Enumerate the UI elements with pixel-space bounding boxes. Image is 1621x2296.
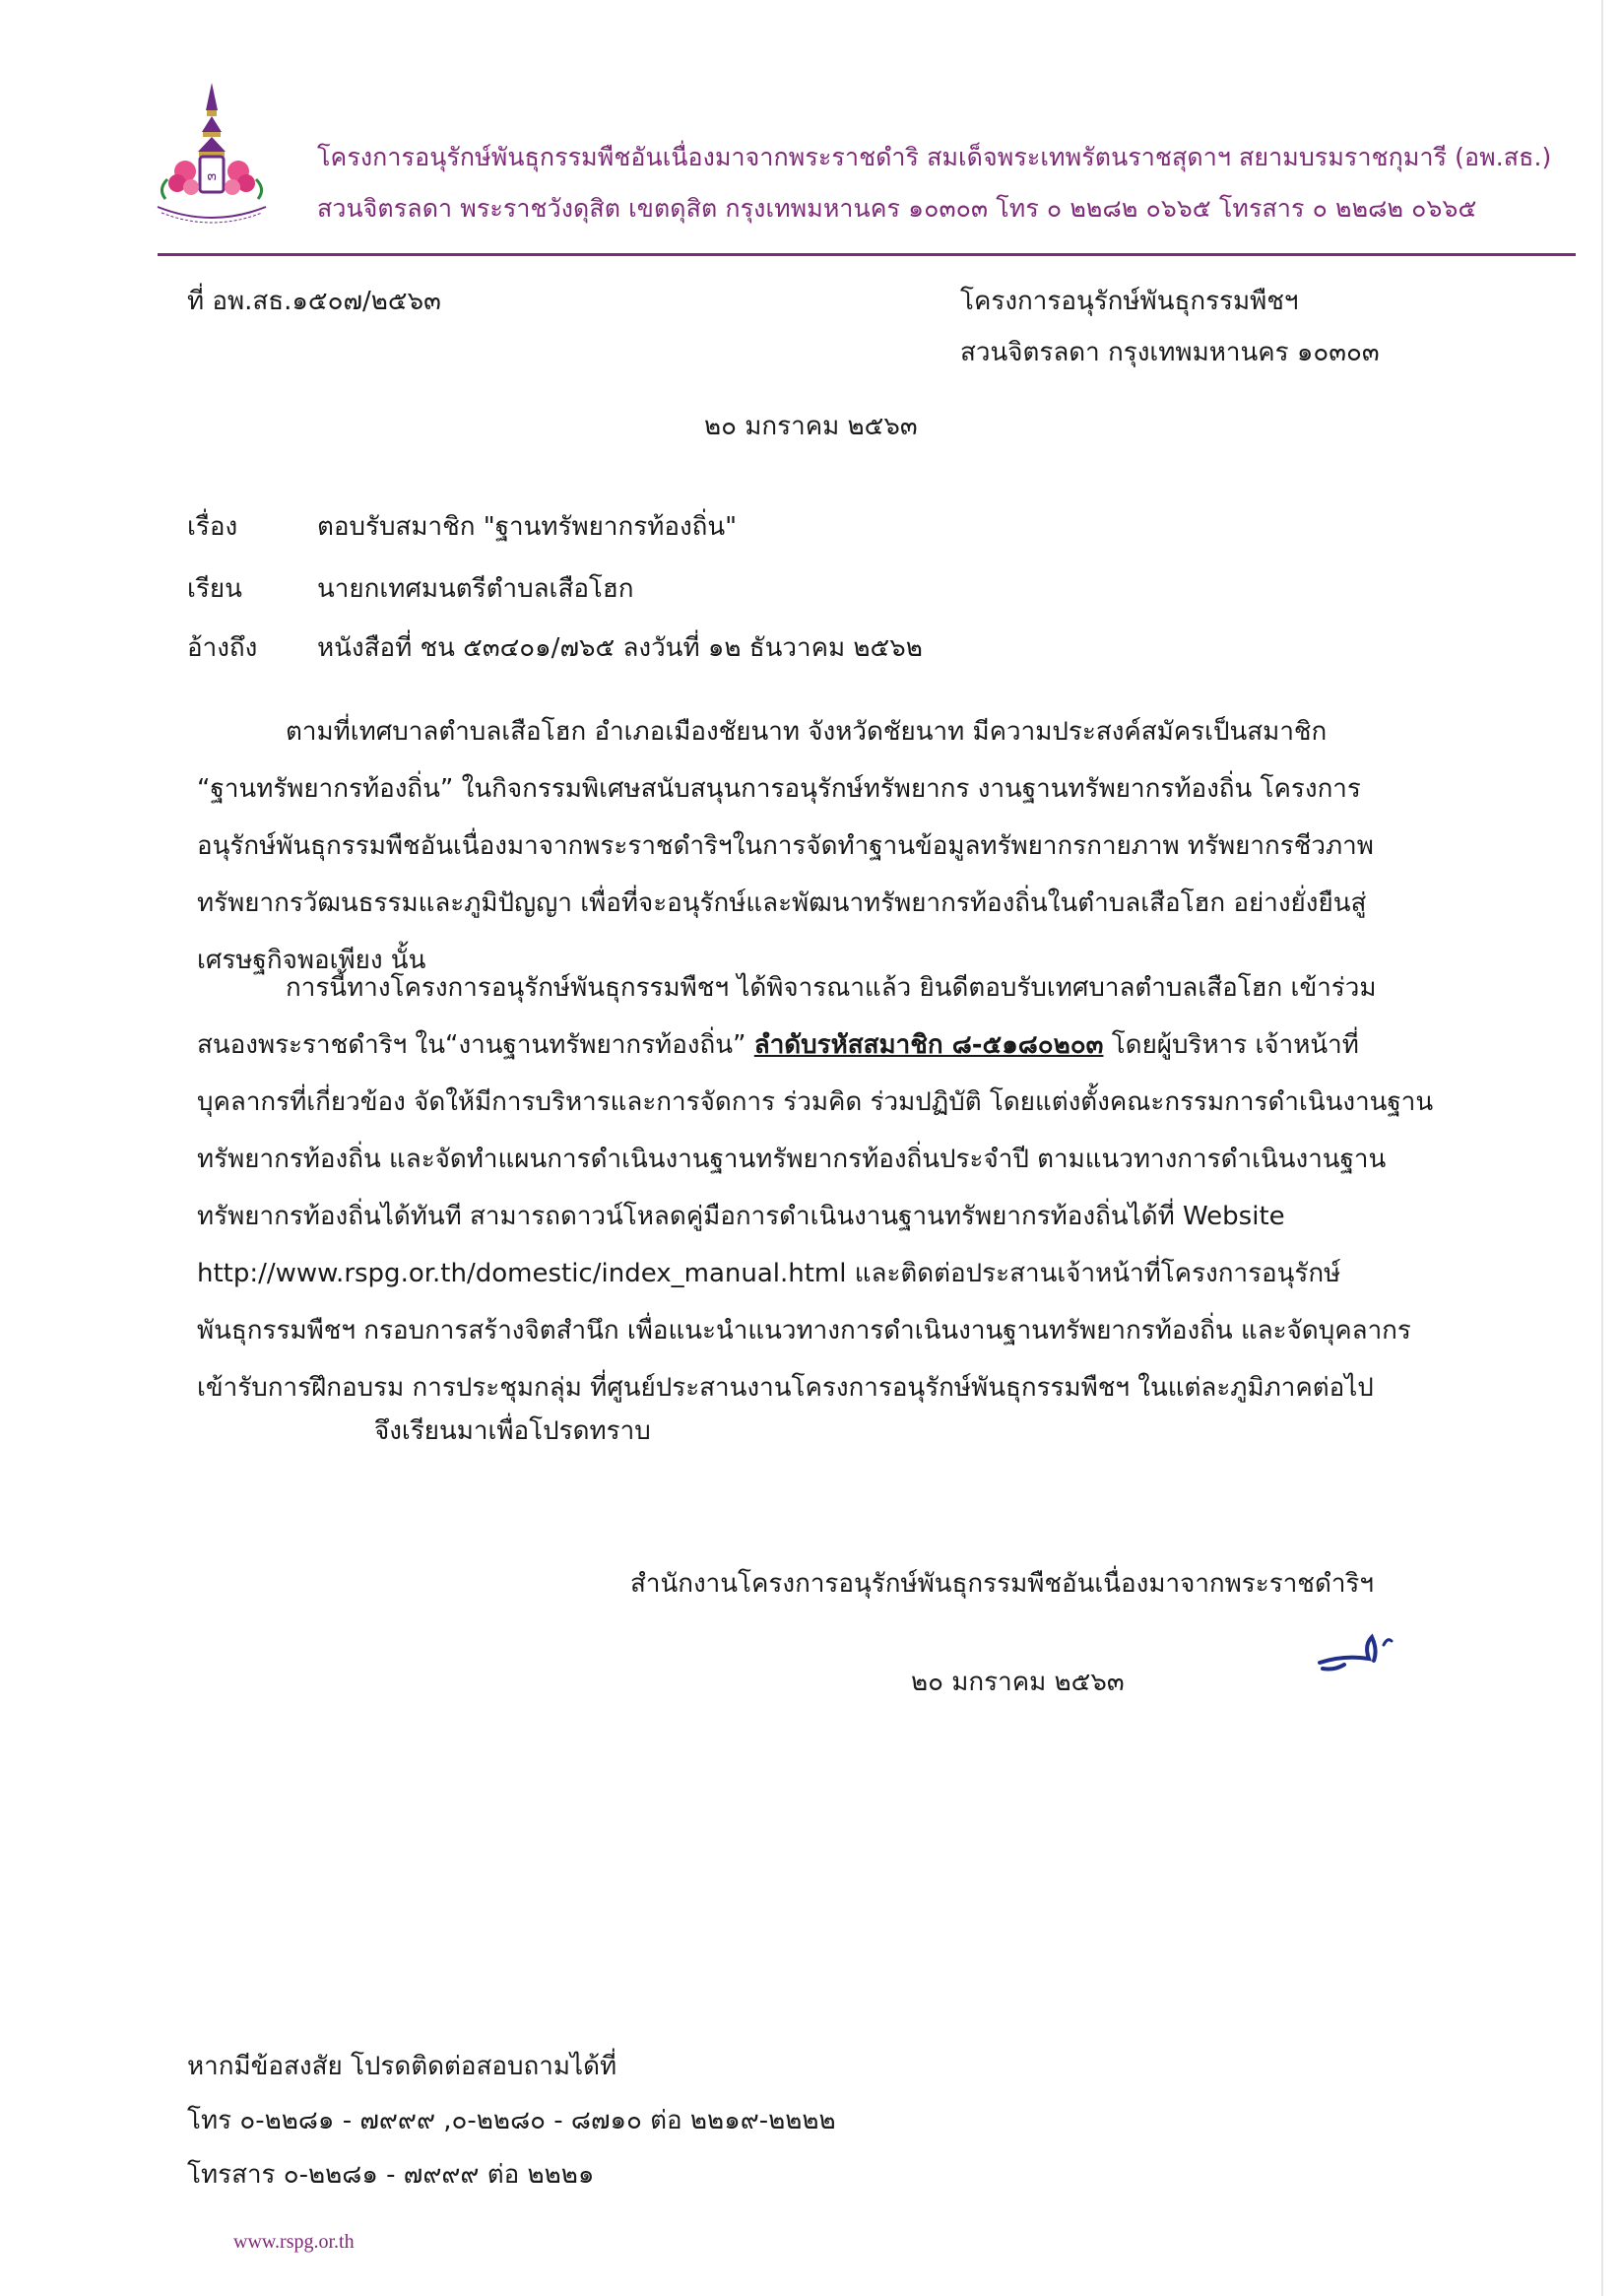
paragraph-line: ทรัพยากรท้องถิ่น และจัดทำแผนการดำเนินงานฐานทรัพยากรท้องถิ่นประจำปี ตามแนวทางการดำเนินงานฐาน	[197, 1145, 1387, 1174]
paragraph-line: ทรัพยากรวัฒนธรรมและภูมิปัญญา เพื่อที่จะอนุรักษ์และพัฒนาทรัพยากรท้องถิ่นในตำบลเสือโฮก อย่างยั่งยืนสู่	[197, 888, 1367, 918]
recipient-label: เรียน	[187, 574, 242, 604]
manual-url-line: http://www.rspg.or.th/domestic/index_manual.html และติดต่อประสานเจ้าหน้าที่โครงการอนุรักษ์	[197, 1259, 1341, 1288]
contact-fax: โทรสาร ๐-๒๒๘๑ - ๗๙๙๙ ต่อ ๒๒๒๑	[187, 2160, 595, 2190]
recipient-text: นายกเทศมนตรีตำบลเสือโฮก	[317, 574, 634, 604]
subject-label: เรื่อง	[187, 512, 238, 542]
handwritten-signature	[1315, 1615, 1403, 1674]
paragraph-text: โดยผู้บริหาร เจ้าหน้าที่	[1103, 1030, 1359, 1060]
sender-name: โครงการอนุรักษ์พันธุกรรมพืชฯ	[960, 287, 1299, 316]
paragraph-text: สนองพระราชดำริฯ ใน“งานฐานทรัพยากรท้องถิ่น”	[197, 1030, 754, 1060]
paragraph-line: พันธุกรรมพืชฯ กรอบการสร้างจิตสำนึก เพื่อแนะนำแนวทางการดำเนินงานฐานทรัพยากรท้องถิ่น และจัดบุคลากร	[197, 1316, 1411, 1345]
signature-date: ๒๐ มกราคม ๒๕๖๓	[911, 1668, 1125, 1697]
member-code: ลำดับรหัสสมาชิก ๘-๕๑๘๐๒๐๓	[753, 1030, 1104, 1060]
footer-website: www.rspg.or.th	[233, 2231, 355, 2253]
paragraph-line: ตามที่เทศบาลตำบลเสือโฮก อำเภอเมืองชัยนาท จังหวัดชัยนาท มีความประสงค์สมัครเป็นสมาชิก	[286, 717, 1328, 747]
reference-number: ที่ อพ.สธ.๑๕๐๗/๒๕๖๓	[187, 287, 441, 316]
paragraph-line: เข้ารับการฝึกอบรม การประชุมกลุ่ม ที่ศูนย์ประสานงานโครงการอนุรักษ์พันธุกรรมพืชฯ ในแต่ละภูมิภาคต่อไป	[197, 1373, 1374, 1403]
paragraph-line: “ฐานทรัพยากรท้องถิ่น” ในกิจกรรมพิเศษสนับสนุนการอนุรักษ์ทรัพยากร งานฐานทรัพยากรท้องถิ่น โครงการ	[197, 774, 1361, 804]
header-divider	[158, 253, 1576, 256]
paragraph-line: ทรัพยากรท้องถิ่นได้ทันที สามารถดาวน์โหลดคู่มือการดำเนินงานฐานทรัพยากรท้องถิ่นได้ที่ Website	[197, 1202, 1285, 1231]
org-address: สวนจิตรลดา พระราชวังดุสิต เขตดุสิต กรุงเทพมหานคร ๑๐๓๐๓ โทร ๐ ๒๒๘๒ ๐๖๖๕ โทรสาร ๐ ๒๒๘๒ ๐๖๖๕	[317, 194, 1477, 223]
sender-address: สวนจิตรลดา กรุงเทพมหานคร ๑๐๓๐๓	[960, 338, 1380, 367]
letter-date: ๒๐ มกราคม ๒๕๖๓	[704, 412, 918, 441]
letterhead	[0, 0, 1621, 266]
reference-text: หนังสือที่ ชน ๕๓๔๐๑/๗๖๕ ลงวันที่ ๑๒ ธันวาคม ๒๕๖๒	[317, 633, 923, 663]
rspg-emblem-logo	[148, 81, 276, 229]
svg-text:๓: ๓	[207, 169, 217, 184]
paragraph-line: อนุรักษ์พันธุกรรมพืชอันเนื่องมาจากพระราชดำริฯในการจัดทำฐานข้อมูลทรัพยากรกายภาพ ทรัพยากรชีวภาพ	[197, 831, 1374, 861]
page-edge	[1601, 0, 1603, 2296]
reference-label: อ้างถึง	[187, 633, 258, 663]
paragraph-line: บุคลากรที่เกี่ยวข้อง จัดให้มีการบริหารและการจัดการ ร่วมคิด ร่วมปฏิบัติ โดยแต่งตั้งคณะกรรมการดำเนินงานฐาน	[197, 1087, 1434, 1117]
paragraph-line: การนี้ทางโครงการอนุรักษ์พันธุกรรมพืชฯ ได้พิจารณาแล้ว ยินดีตอบรับเทศบาลตำบลเสือโฮก เข้าร่วม	[286, 973, 1377, 1003]
signing-office: สำนักงานโครงการอนุรักษ์พันธุกรรมพืชอันเนื่องมาจากพระราชดำริฯ	[630, 1569, 1374, 1599]
org-name: โครงการอนุรักษ์พันธุกรรมพืชอันเนื่องมาจากพระราชดำริ สมเด็จพระเทพรัตนราชสุดาฯ สยามบรมราชกุมารี (อพ.สธ.)	[317, 143, 1552, 171]
paragraph-line: เศรษฐกิจพอเพียง นั้น	[197, 946, 426, 975]
contact-heading: หากมีข้อสงสัย โปรดติดต่อสอบถามได้ที่	[187, 2052, 617, 2081]
contact-phone: โทร ๐-๒๒๘๑ - ๗๙๙๙ ,๐-๒๒๘๐ - ๘๗๑๐ ต่อ ๒๒๑๙-๒๒๒๒	[187, 2106, 836, 2135]
subject-text: ตอบรับสมาชิก "ฐานทรัพยากรท้องถิ่น"	[317, 512, 738, 542]
paragraph-line	[197, 1032, 1359, 1058]
closing-line: จึงเรียนมาเพื่อโปรดทราบ	[374, 1416, 651, 1446]
